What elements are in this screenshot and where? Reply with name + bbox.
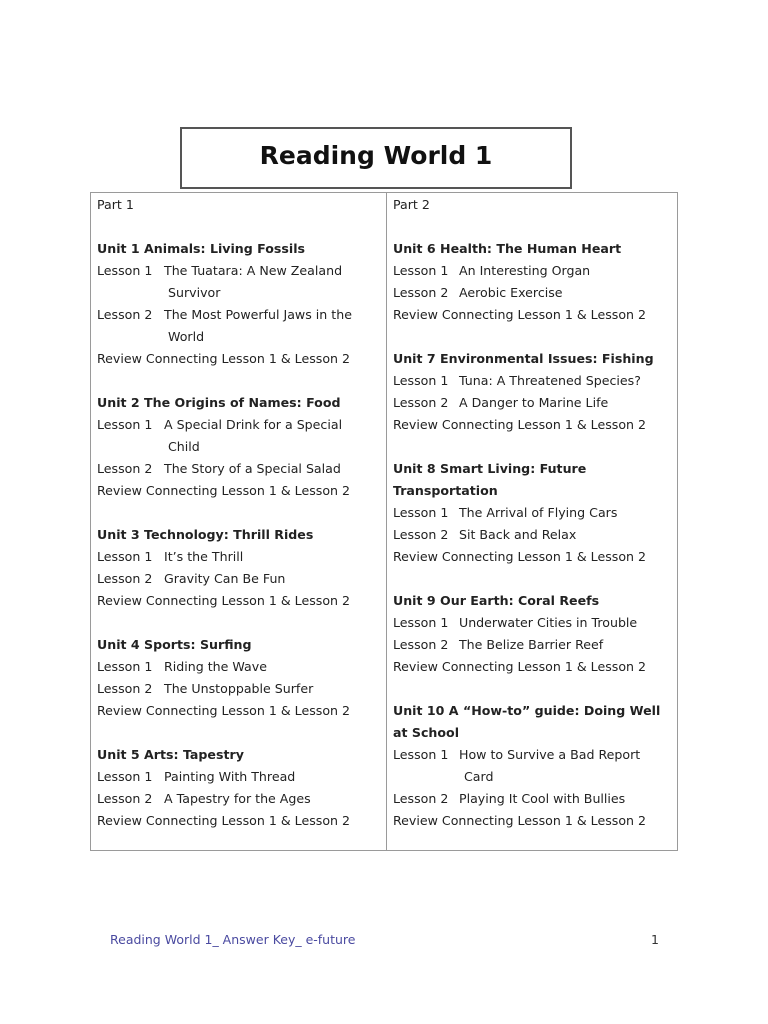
unit9-title: Unit 9 Our Earth: Coral Reefs [392, 593, 600, 608]
table-of-contents [90, 192, 678, 851]
unit5-title: Unit 5 Arts: Tapestry [97, 747, 244, 762]
unit8-lesson2: Lesson 2 Sit Back and Relax [392, 527, 577, 542]
unit1-title: Unit 1 Animals: Living Fossils [97, 241, 306, 256]
unit4-review: Review Connecting Lesson 1 & Lesson 2 [97, 703, 351, 718]
unit8-lesson1: Lesson 1 The Arrival of Flying Cars [392, 505, 618, 520]
unit7-lesson2: Lesson 2 A Danger to Marine Life [392, 395, 609, 410]
unit2-review: Review Connecting Lesson 1 & Lesson 2 [97, 483, 351, 498]
unit10-title-line1: Unit 10 A “How-to” guide: Doing Well [392, 703, 661, 718]
unit3-title: Unit 3 Technology: Thrill Rides [97, 527, 314, 542]
unit1-lesson2-cont: World [168, 329, 205, 344]
unit3-review: Review Connecting Lesson 1 & Lesson 2 [97, 593, 351, 608]
unit10-lesson1: Lesson 1 How to Survive a Bad Report [392, 747, 641, 762]
unit10-lesson2: Lesson 2 Playing It Cool with Bullies [392, 791, 626, 806]
unit3-lesson1: Lesson 1 It’s the Thrill [97, 549, 244, 564]
unit9-lesson2: Lesson 2 The Belize Barrier Reef [392, 637, 604, 652]
unit9-lesson1: Lesson 1 Underwater Cities in Trouble [392, 615, 638, 630]
part2-column [387, 193, 677, 850]
page-number: 1 [651, 932, 659, 947]
unit6-review: Review Connecting Lesson 1 & Lesson 2 [392, 307, 647, 322]
unit4-lesson1: Lesson 1 Riding the Wave [97, 659, 267, 674]
part1-heading: Part 1 [97, 197, 134, 212]
unit10-review: Review Connecting Lesson 1 & Lesson 2 [392, 813, 647, 828]
unit1-lesson1: Lesson 1 The Tuatara: A New Zealand [97, 263, 343, 278]
unit4-title: Unit 4 Sports: Surfing [97, 637, 252, 652]
unit1-review: Review Connecting Lesson 1 & Lesson 2 [97, 351, 351, 366]
unit8-title-line1: Unit 8 Smart Living: Future [392, 461, 587, 476]
unit2-lesson1: Lesson 1 A Special Drink for a Special [97, 417, 343, 432]
footer-text: Reading World 1_ Answer Key_ e-future [110, 932, 356, 947]
page-title: Reading World 1 [259, 140, 493, 170]
unit1-lesson2: Lesson 2 The Most Powerful Jaws in the [97, 307, 352, 322]
unit6-title: Unit 6 Health: The Human Heart [392, 241, 622, 256]
unit10-title-line2: at School [392, 725, 460, 740]
unit5-lesson1: Lesson 1 Painting With Thread [97, 769, 296, 784]
unit3-lesson2: Lesson 2 Gravity Can Be Fun [97, 571, 286, 586]
unit10-lesson1-cont: Card [463, 769, 494, 784]
unit2-lesson2: Lesson 2 The Story of a Special Salad [97, 461, 341, 476]
unit7-title: Unit 7 Environmental Issues: Fishing [392, 351, 654, 366]
unit8-review: Review Connecting Lesson 1 & Lesson 2 [392, 549, 647, 564]
unit7-lesson1: Lesson 1 Tuna: A Threatened Species? [392, 373, 641, 388]
unit8-title-line2: Transportation [392, 483, 498, 498]
unit5-review: Review Connecting Lesson 1 & Lesson 2 [97, 813, 351, 828]
part2-heading: Part 2 [392, 197, 430, 212]
unit2-title: Unit 2 The Origins of Names: Food [97, 395, 341, 410]
unit5-lesson2: Lesson 2 A Tapestry for the Ages [97, 791, 311, 806]
unit4-lesson2: Lesson 2 The Unstoppable Surfer [97, 681, 314, 696]
unit2-lesson1-cont: Child [168, 439, 200, 454]
unit6-lesson1: Lesson 1 An Interesting Organ [392, 263, 591, 278]
unit9-review: Review Connecting Lesson 1 & Lesson 2 [392, 659, 647, 674]
unit7-review: Review Connecting Lesson 1 & Lesson 2 [392, 417, 647, 432]
unit6-lesson2: Lesson 2 Aerobic Exercise [392, 285, 563, 300]
unit1-lesson1-cont: Survivor [168, 285, 221, 300]
part1-column [91, 193, 387, 850]
title-box [180, 127, 572, 189]
